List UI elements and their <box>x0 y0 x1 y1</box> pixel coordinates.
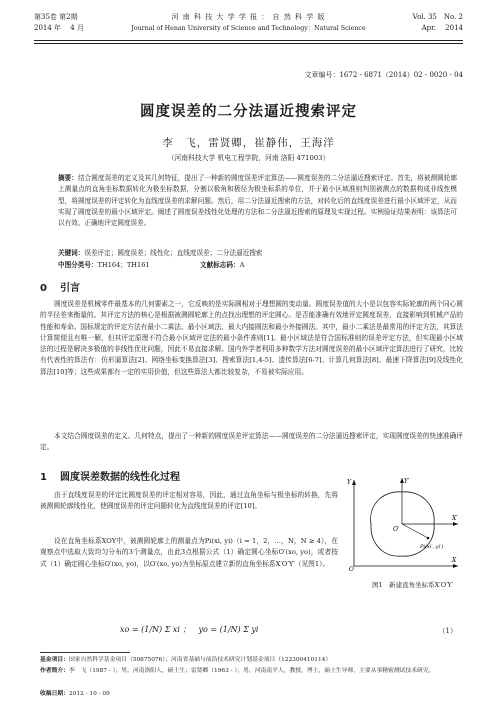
footnote-label: 作者简介： <box>40 668 69 674</box>
volume-en: Vol. 35 No. 2 <box>412 13 463 21</box>
label-origin-prime: O′ <box>393 526 400 533</box>
footnote-funding <box>40 656 463 665</box>
section1-paragraph-1: 由于直线度误差的评定比圆度误差的评定相对容易，因此，通过直角坐标与极坐标的转换，先将被测圆轮廓线性化，使圆度误差的评定问题转化为直线度误差的评定[10]。 <box>40 491 338 511</box>
article-number: 文章编号：1672 - 6871（2014）02 - 0020 - 04 <box>304 71 463 79</box>
intro-paragraph-1: 圆度误差是机械零件最基本的几何要素之一，它反映的是实际圆相对于理想圆的变动量。圆度误差值的大小是以包容实际轮廓的两个同心圆的半径差来衡量的。其评定方法的核心是根据被测圆轮廓上的点找出理想的评定圆心。是否能准确有效地评定圆度误差，直接影响到机械产品的性能和寿命。国标规定的评定方法有最小二乘法、最小区域法、最大内接圆法和最小外接圆法。其中，最小二乘法是最常用的评定方法，其算法计算简便且有唯一解，但其评定原理不符合最小区域评定法的最小条件准则[1]。最小区域法是符合国标准则的误差评定方法，但实现最小区域法的过程是解决多极值的非线性优化问题，因此不易直接求解。国内外学者利用多种数学方法对圆度误差的最小区域评定算法进行了研究，比较有代表性的算法有：仿形逼算法[2]、网络坐标变换算法[3]、搜索算法[1,4-5]、遗传算法[6-7]、计算几何算法[8]、最速下降算法[9]及线性化算法[10]等；这些成果都有一定的实用价值，但这些算法大都比较复杂，不易被实际应用。 <box>40 300 463 376</box>
x-prime-arrow <box>453 522 458 526</box>
section1-paragraph-2: 设在直角坐标系XOY中，被测圆轮廓上的测量点为Pi(xi, yi)（i = 1，2，…，N，N ≥ 4），在观察点中选取大致均匀分布的3个测量点，由此3点根据公式（1）确定圆心坐标O′(xo, yo)，或者按式（1）确定圆心坐标O′(xo, yo)，以O′(xo, yo)为坐标原点建立新的直角坐标系X′O′Y′（见图1）。 <box>40 537 338 568</box>
keywords <box>58 248 262 259</box>
y-axis-arrow <box>352 480 356 485</box>
keywords-text: 误差评定；圆度误差；线性化；直线度误差；二分法逼近搜索 <box>84 249 263 257</box>
clc-number <box>58 259 150 269</box>
label-x-prime: X′ <box>452 515 458 522</box>
measured-point <box>427 537 430 540</box>
document-code <box>200 259 244 269</box>
section-heading-intro <box>40 279 80 294</box>
footnote-received-date <box>40 690 463 699</box>
footnote-text: 李 飞（1987 - ），男，河南洛阳人，硕士生；雷贤卿（1963 - ），男，河南南平人，教授，博士，硕士生导师，主要从事精密测试技术研究。 <box>69 668 435 674</box>
abstract-text: 结合圆度误差的定义及其几何特征，提出了一种新的圆度误差评定算法——圆度误差的二分法逼近搜索评定。首先，将被测圆轮廓上测量点的直角坐标数据转化为极坐标数据，分割以极角和极径为极坐标系的单位，并于最小区域准则判别被测点的数据构成非线性模型，将圆度误差的评定转化为直线度误差的求解问题。然后，用二分法逼近搜索的方法，对转化后的直线度误差进行最小区域评定，从而实现了圆度误差的最小区域评定。阐述了圆度误差线性化处理的方法和二分法逼近搜索的原理及实现过程。实例验证结果表明：该算法可以有效、正确地评定圆度误差。 <box>58 174 458 228</box>
journal-name-en: Journal of Henan University of Science and Technology：Natural Science <box>131 25 366 32</box>
footnote-author-bio <box>40 667 463 676</box>
equation-1-number: （1） <box>438 627 457 635</box>
label-x: X <box>452 557 457 564</box>
label-y: Y <box>347 479 351 486</box>
figure-1-caption: 图1 新建直角坐标系X′O′Y′ <box>372 581 454 589</box>
affiliation: （河南科技大学 机电工程学院，河南 洛阳 471003） <box>167 154 330 162</box>
abstract-label: 摘要： <box>58 174 78 182</box>
section-number: 1 <box>40 472 47 483</box>
section-title: 圆度误差数据的线性化过程 <box>60 472 180 483</box>
figure-1-coordinate-diagram <box>346 474 462 572</box>
doc-value: A <box>239 261 245 269</box>
x-axis-arrow <box>453 564 458 568</box>
equation-1: xo = (1/N) Σ xi ； yo = (1/N) Σ yi <box>120 625 259 634</box>
paper-title: 圆度误差的二分法逼近搜索评定 <box>140 103 357 120</box>
clc-value: TH164；TH161 <box>97 261 150 269</box>
section-number: 0 <box>40 283 47 294</box>
footnote-text: 国家自然科学基金项目（50875076）；河南省基础与前沿技术研究计划基金项目（122300410114） <box>69 657 332 663</box>
authors: 李 飞，雷贤卿，崔静伟，王海洋 <box>162 137 335 149</box>
header-center <box>34 12 463 34</box>
footnote-label: 收稿日期： <box>40 691 69 697</box>
footnote-label: 基金项目： <box>40 657 69 663</box>
section-heading-1 <box>40 468 180 483</box>
footnote-text: 2012 - 10 - 09 <box>69 691 110 697</box>
label-y-prime: Y′ <box>404 478 410 485</box>
volume-cn: 第35卷 第2期 <box>34 13 78 21</box>
journal-name-cn: 河 南 科 技 大 学 学 报 ： 自 然 科 学 版 <box>171 13 326 21</box>
keywords-label: 关键词： <box>58 249 85 257</box>
header-rule-thin <box>34 43 463 44</box>
journal-header <box>34 12 463 50</box>
footnote-rule <box>40 652 130 653</box>
clc-label: 中图分类号： <box>58 261 98 269</box>
header-right <box>413 12 463 34</box>
abstract <box>58 173 457 229</box>
month-en: Apr. 2014 <box>421 24 463 32</box>
doc-label: 文献标志码： <box>200 261 240 269</box>
label-point: Pi(xi′, yi′) <box>420 544 444 550</box>
year-cn: 2014 年 4 月 <box>34 24 84 32</box>
label-origin: O <box>349 566 354 572</box>
radius-line <box>402 524 428 538</box>
header-rule-thick <box>34 40 463 41</box>
section-title: 引言 <box>60 283 80 294</box>
intro-paragraph-2: 本文结合圆度误差的定义、几何特点，提出了一种新的圆度误差评定算法——圆度误差的二分法逼近搜索评定，实现圆度误差的快速准确评定。 <box>40 432 463 452</box>
